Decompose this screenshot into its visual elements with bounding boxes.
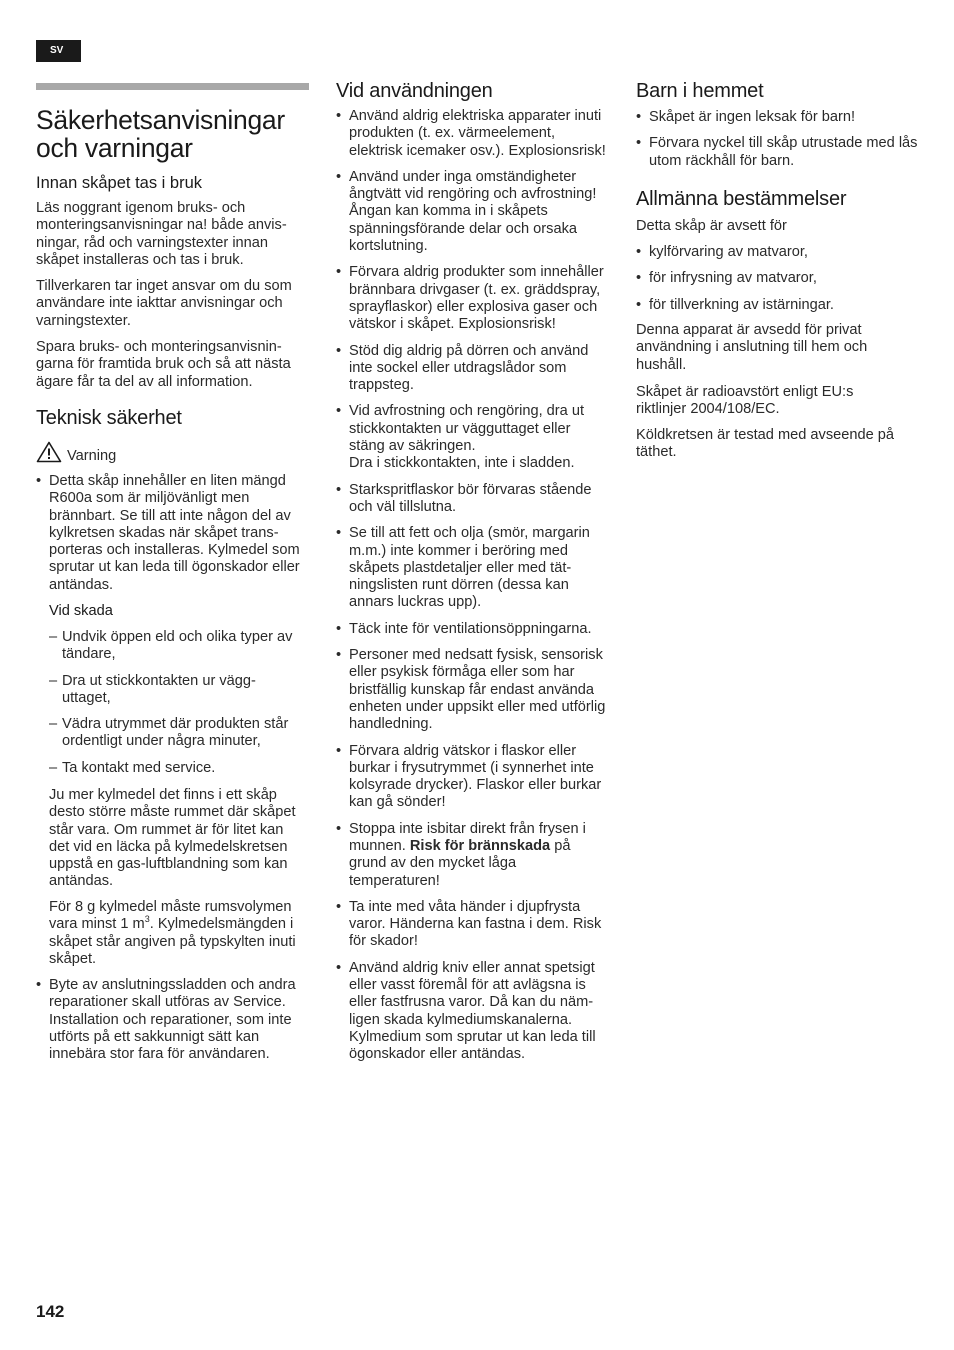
list-item: • Detta skåp innehåller en liten mängd R600a som är miljövänligt men brännbart. Se till att inte någon del av kylkretsen skadas när skåpet transporteras och installeras. Kylmedel som sprutar ut kan leda till ögonskador eller antändas. — [36, 473, 311, 594]
technical-safety-list-1 — [36, 473, 311, 594]
volume-text-b: . Kylmedelsmängden i skåpet står angiven på typskylten inuti skåpet. — [49, 916, 296, 967]
list-item: • Vid avfrostning och rengöring, dra ut stickkontakten ur vägguttaget eller stäng av säkringen. Dra i stickkontakten, inte i sladden. — [336, 403, 608, 472]
heading-general-rules: Allmänna bestämmelser — [636, 188, 847, 210]
title-line-2: och varningar — [36, 133, 193, 163]
damage-heading-text: Vid skada — [49, 603, 113, 619]
title-line-1: Säkerhetsanvisningar — [36, 105, 285, 135]
language-badge: SV — [36, 40, 81, 62]
paragraph-keep-instructions: Spara bruks- och monteringsanvisningarna för framtida bruk och så att nästa ägare får ta del av all information. — [36, 339, 291, 390]
technical-safety-list-2 — [36, 977, 311, 1063]
list-item: • Stöd dig aldrig på dörren och använd inte sockel eller utdragslådor som trappsteg. — [336, 343, 608, 395]
heading-damage — [49, 603, 113, 620]
children-list — [636, 109, 920, 170]
list-item: – Vädra utrymmet där produkten står ordentligt under några minuter, — [49, 716, 299, 751]
ice-text-a: Stoppa inte isbitar direkt från frysen i munnen. — [349, 820, 586, 854]
warning-text: Varning — [67, 448, 117, 464]
ice-text-bold: Risk för brännskada — [409, 837, 551, 854]
paragraph-refrigerant-room: Ju mer kylmedel det finns i ett skåp desto större måste rummet där skåpet står vara. Om rummet är för litet kan det vid en läcka på kylmedelskretsen uppstå en gas-luftblandning som kan antändas. — [49, 787, 296, 890]
paragraph-radio-interference: Skåpet är radioavstört enligt EU:s riktlinjer 2004/108/EC. — [636, 384, 854, 418]
list-item: • Använd aldrig elektriska apparater inuti produkten (t. ex. värmeelement, elektrisk icemaker osv.). Explosionsrisk! — [336, 108, 608, 160]
list-item: • kylförvaring av matvaror, — [636, 244, 920, 261]
list-item: • Förvara aldrig produkter som innehåller brännbara drivgaser (t. ex. gräddspray, sprayflaskor) eller explosiva gaser och vätskor i skåpet. Explosionsrisk! — [336, 264, 608, 333]
paragraph-room-volume — [49, 899, 311, 968]
volume-superscript: 3 — [144, 914, 150, 925]
list-item: • Använd aldrig kniv eller annat spetsigt eller vasst föremål för att avlägsna is eller fastfrusna varor. Då kan du nämligen skada kylmediumskanalerna. Kylmedium som sprutar ut kan leda till ögonskador eller antändas. — [336, 960, 608, 1064]
list-item: • Förvara nyckel till skåp utrustade med lås utom räckhåll för barn. — [636, 135, 920, 170]
list-item: – Dra ut stickkontakten ur vägguttaget, — [49, 673, 299, 708]
list-item: • Starkspritflaskor bör förvaras stående och väl tillslutna. — [336, 482, 608, 517]
paragraph-manufacturer-liability: Tillverkaren tar inget ansvar om du som användare inte iakttar anvisningar och varningstexter. — [36, 278, 292, 329]
list-item: • Förvara aldrig vätskor i flaskor eller burkar i frysutrymmet (i synnerhet inte kolsyrade drycker). Flaskor eller burkar kan gå sönder! — [336, 743, 608, 812]
list-item: • Täck inte för ventilationsöppningarna. — [336, 621, 608, 638]
heading-during-use: Vid användningen — [336, 80, 493, 102]
list-item: • för tillverkning av istärningar. — [636, 297, 920, 314]
heading-technical-safety: Teknisk säkerhet — [36, 407, 182, 429]
paragraph-intended-for: Detta skåp är avsett för — [636, 218, 787, 234]
usage-list — [336, 108, 608, 1064]
page-number: 142 — [36, 1302, 65, 1321]
list-item: • Använd under inga omständigheter ångtvätt vid rengöring och avfrostning! Ångan kan komma in i skåpets spänningsförande delar och orsaka kortslutning. — [336, 169, 608, 255]
list-item-ice — [336, 821, 608, 890]
list-item: • Byte av anslutningssladden och andra reparationer skall utföras av Service. Installation och reparationer, som inte utförts på ett sakkunnigt sätt kan innebära stor fara för användaren. — [36, 977, 311, 1063]
intended-use-list — [636, 244, 920, 314]
volume-text-a: För 8 g kylmedel måste rumsvolymen vara minst 1 m — [49, 899, 292, 933]
list-item: • Ta inte med våta händer i djupfrysta varor. Händerna kan fastna i dem. Risk för skador! — [336, 899, 608, 951]
page-title — [36, 106, 285, 162]
list-item: • Personer med nedsatt fysisk, sensorisk eller psykisk förmåga eller som har bristfällig kunskap får endast använda enheten under uppsikt eller med utförlig handledning. — [336, 647, 608, 733]
list-item: – Undvik öppen eld och olika typer av tändare, — [49, 629, 299, 664]
paragraph-leak-tested: Köldkretsen är testad med avseende på täthet. — [636, 427, 894, 461]
list-item: – Ta kontakt med service. — [49, 760, 299, 777]
list-item: • Skåpet är ingen leksak för barn! — [636, 109, 920, 126]
warning-triangle-icon — [36, 441, 62, 463]
list-item: • för infrysning av matvaror, — [636, 270, 920, 287]
heading-children: Barn i hemmet — [636, 80, 764, 102]
paragraph-private-use: Denna apparat är avsedd för privat användning i anslutning till hem och hushåll. — [636, 322, 868, 373]
paragraph-read-instructions: Läs noggrant igenom bruks- och monteringsanvisningar na! både anvisningar, råd och varningstexter innan skåpet installeras och tas i bruk. — [36, 200, 287, 268]
list-item: • Se till att fett och olja (smör, margarin m.m.) inte kommer i beröring med skåpets plastdetaljer eller med tätningslisten runt dörren (dessa kan annars luckras upp). — [336, 525, 608, 611]
damage-steps-list — [49, 629, 299, 777]
section-rule — [36, 83, 309, 90]
heading-before-use: Innan skåpet tas i bruk — [36, 174, 203, 192]
ice-text-b: på grund av den mycket låga temperaturen! — [349, 837, 571, 889]
